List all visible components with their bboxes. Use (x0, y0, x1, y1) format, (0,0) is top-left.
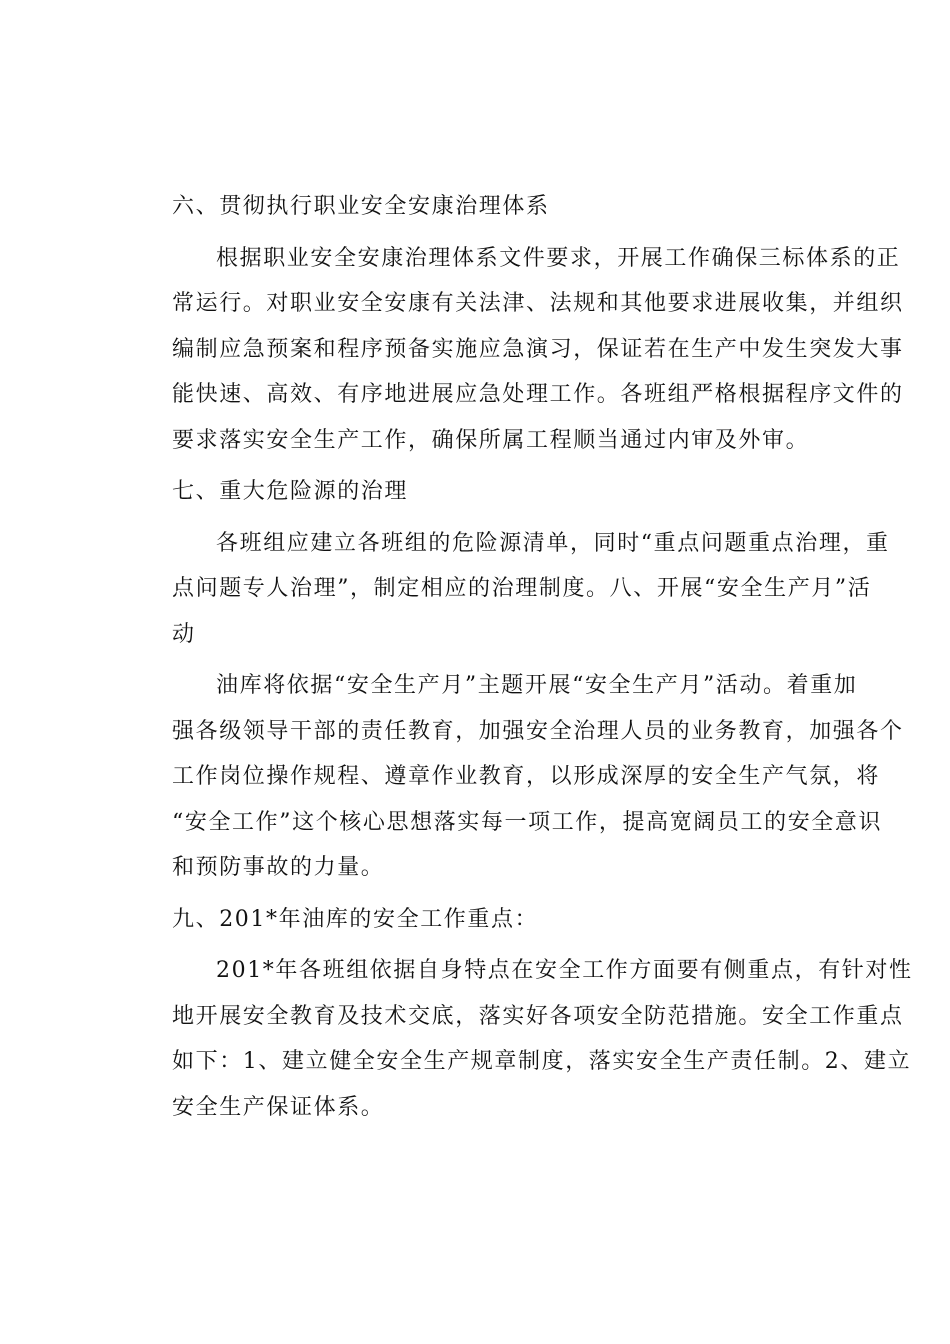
paragraph-line: 油库将依据“安全生产月”主题开展“安全生产月”活动。着重加 (216, 673, 858, 698)
paragraph-line: 和预防事故的力量。 (172, 855, 385, 880)
paragraph-line: 点问题专人治理”，制定相应的治理制度。八、开展“安全生产月”活 (172, 576, 872, 601)
paragraph-line: 能快速、高效、有序地进展应急处理工作。各班组严格根据程序文件的 (172, 382, 904, 407)
paragraph-line: 强各级领导干部的责任教育，加强安全治理人员的业务教育，加强各个 (172, 718, 904, 744)
paragraph-line: 安全生产保证体系。 (172, 1094, 385, 1120)
section-heading-9: 九、201*年油库的安全工作重点： (172, 906, 539, 932)
paragraph-line: 地开展安全教育及技术交底，落实好各项安全防范措施。安全工作重点 (172, 1003, 904, 1029)
section-heading-7: 七、重大危险源的治理 (172, 479, 409, 504)
section-heading-6: 六、贯彻执行职业安全安康治理体系 (172, 194, 550, 219)
paragraph-line: 要求落实安全生产工作，确保所属工程顺当通过内审及外审。 (172, 427, 810, 453)
paragraph-9 (128, 948, 913, 1130)
paragraph-7 (128, 521, 890, 658)
paragraph-line: “安全工作”这个核心思想落实每一项工作，提高宽阔员工的安全意识 (172, 809, 883, 835)
document-body (128, 184, 913, 1130)
paragraph-line: 常运行。对职业安全安康有关法津、法规和其他要求进展收集，并组织 (172, 291, 904, 316)
paragraph-line: 201*年各班组依据自身特点在安全工作方面要有侧重点，有针对性 (216, 958, 913, 983)
paragraph-line: 工作岗位操作规程、遵章作业教育，以形成深厚的安全生产气氛，将 (172, 764, 881, 789)
paragraph-line: 如下：1、建立健全安全生产规章制度，落实安全生产责任制。2、建立 (172, 1049, 912, 1074)
paragraph-line: 编制应急预案和程序预备实施应急演习，保证若在生产中发生突发大事 (172, 336, 904, 362)
paragraph-line: 根据职业安全安康治理体系文件要求，开展工作确保三标体系的正 (216, 245, 901, 271)
paragraph-8 (128, 663, 904, 891)
paragraph-line: 动 (172, 621, 196, 647)
paragraph-line: 各班组应建立各班组的危险源清单，同时“重点问题重点治理，重 (216, 530, 890, 556)
paragraph-6 (128, 236, 904, 464)
